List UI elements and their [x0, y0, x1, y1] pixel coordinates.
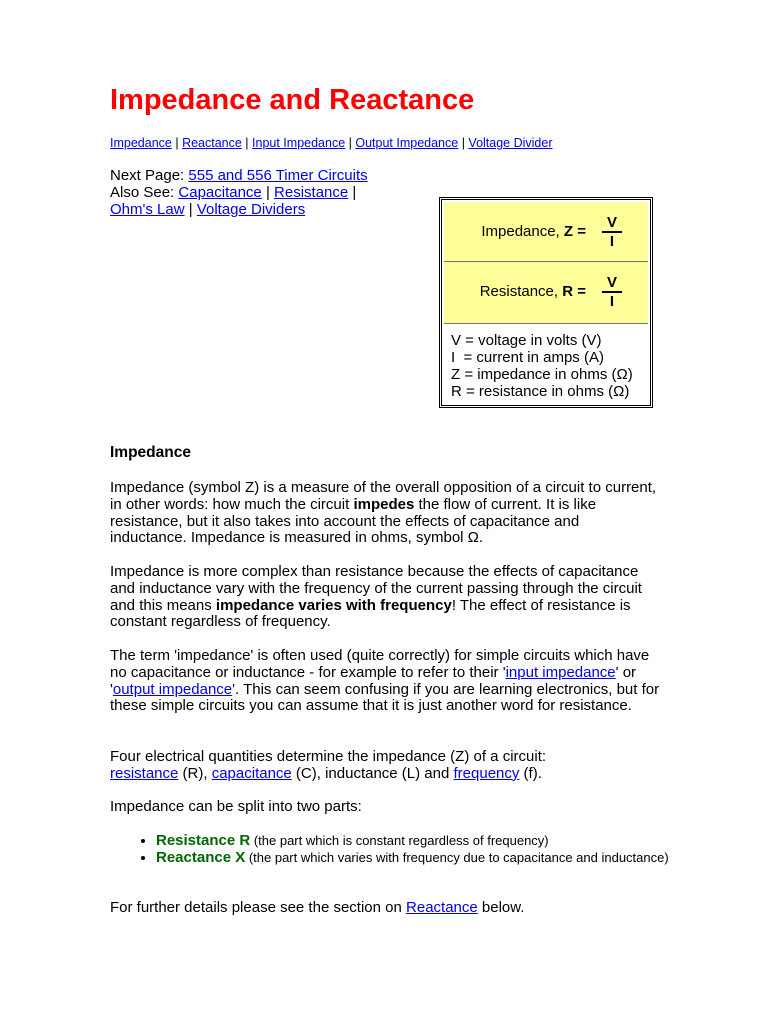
part-desc: (the part which varies with frequency due to capacitance and inductance) — [245, 850, 669, 865]
nav-link-reactance[interactable]: Reactance — [182, 136, 242, 150]
list-item — [156, 849, 676, 866]
nav-link-output-impedance[interactable]: Output Impedance — [355, 136, 459, 150]
legend-impedance: Z = impedance in ohms (Ω) — [451, 366, 633, 383]
resistance-denominator: I — [609, 293, 615, 310]
resistance-formula — [444, 262, 648, 324]
paragraph-term: The term 'impedance' is often used (quite correctly) for simple circuits which have no capacitance or inductance - for example to refer to their 'input impedance' or 'output impedance'. This can seem confusing if you are learning electronics, but for these simple circuits you can assume that it is just another word for resistance. — [110, 647, 660, 715]
impedance-formula-label: Impedance, Z = — [481, 223, 586, 240]
capacitance-link[interactable]: capacitance — [211, 764, 292, 782]
impedance-fraction — [602, 214, 622, 251]
part-desc: (the part which is constant regardless of frequency) — [250, 833, 549, 848]
paragraph-definition: Impedance (symbol Z) is a measure of the overall opposition of a circuit to current, in other words: how much the circuit impedes the flow of current. It is like resistance, but it also takes into account the effects of capacitance and inductance. Impedance is measured in ohms, symbol Ω. — [110, 479, 657, 547]
nav-link-impedance[interactable]: Impedance — [110, 136, 172, 150]
also-see-ohms-law-link[interactable]: Ohm's Law — [110, 201, 185, 218]
list-item — [156, 832, 676, 849]
legend-voltage: V = voltage in volts (V) — [451, 332, 602, 349]
legend-current: I = current in amps (A) — [451, 349, 604, 366]
next-page-label: Next Page: — [110, 167, 185, 184]
part-name: Resistance R — [156, 832, 251, 849]
nav-links: Impedance | Reactance | Input Impedance | Output Impedance | Voltage Divider — [110, 136, 553, 150]
nav-link-input-impedance[interactable]: Input Impedance — [252, 136, 346, 150]
resistance-numerator: V — [602, 274, 622, 293]
output-impedance-link[interactable]: output impedance — [112, 680, 233, 698]
paragraph-frequency: Impedance is more complex than resistance because the effects of capacitance and inductance vary with the frequency of the current passing through the circuit and this means impedance varies with frequency! The effect of resistance is constant regardless of frequency. — [110, 563, 642, 631]
page-title: Impedance and Reactance — [110, 84, 475, 116]
part-name: Reactance X — [156, 849, 246, 866]
formula-box — [439, 197, 653, 408]
resistance-link[interactable]: resistance — [110, 764, 179, 782]
legend-resistance: R = resistance in ohms (Ω) — [451, 383, 630, 400]
paragraph-split: Impedance can be split into two parts: — [110, 798, 362, 815]
impedance-formula — [444, 202, 648, 262]
impedance-denominator: I — [609, 233, 615, 250]
also-see-capacitance-link[interactable]: Capacitance — [178, 184, 262, 201]
related-pages: Next Page: 555 and 556 Timer Circuits Also See: Capacitance | Resistance | Ohm's Law | Voltage Dividers — [110, 167, 368, 218]
input-impedance-link[interactable]: input impedance — [505, 663, 616, 681]
section-heading-impedance: Impedance — [110, 444, 191, 461]
also-see-voltage-dividers-link[interactable]: Voltage Dividers — [196, 201, 306, 218]
next-page-link[interactable]: 555 and 556 Timer Circuits — [188, 167, 368, 184]
formula-legend — [451, 332, 633, 400]
frequency-link[interactable]: frequency — [453, 764, 520, 782]
paragraph-further: For further details please see the section on Reactance below. — [110, 899, 525, 916]
paragraph-quantities: Four electrical quantities determine the impedance (Z) of a circuit: resistance (R), capacitance (C), inductance (L) and frequency (f). — [110, 748, 547, 782]
resistance-fraction — [602, 274, 622, 311]
impedance-parts-list — [110, 832, 676, 866]
also-see-label: Also See: — [110, 184, 175, 201]
impedance-numerator: V — [602, 214, 622, 233]
nav-link-voltage-divider[interactable]: Voltage Divider — [468, 136, 553, 150]
resistance-formula-label: Resistance, R = — [479, 283, 586, 300]
reactance-link[interactable]: Reactance — [406, 899, 478, 916]
also-see-resistance-link[interactable]: Resistance — [274, 184, 349, 201]
